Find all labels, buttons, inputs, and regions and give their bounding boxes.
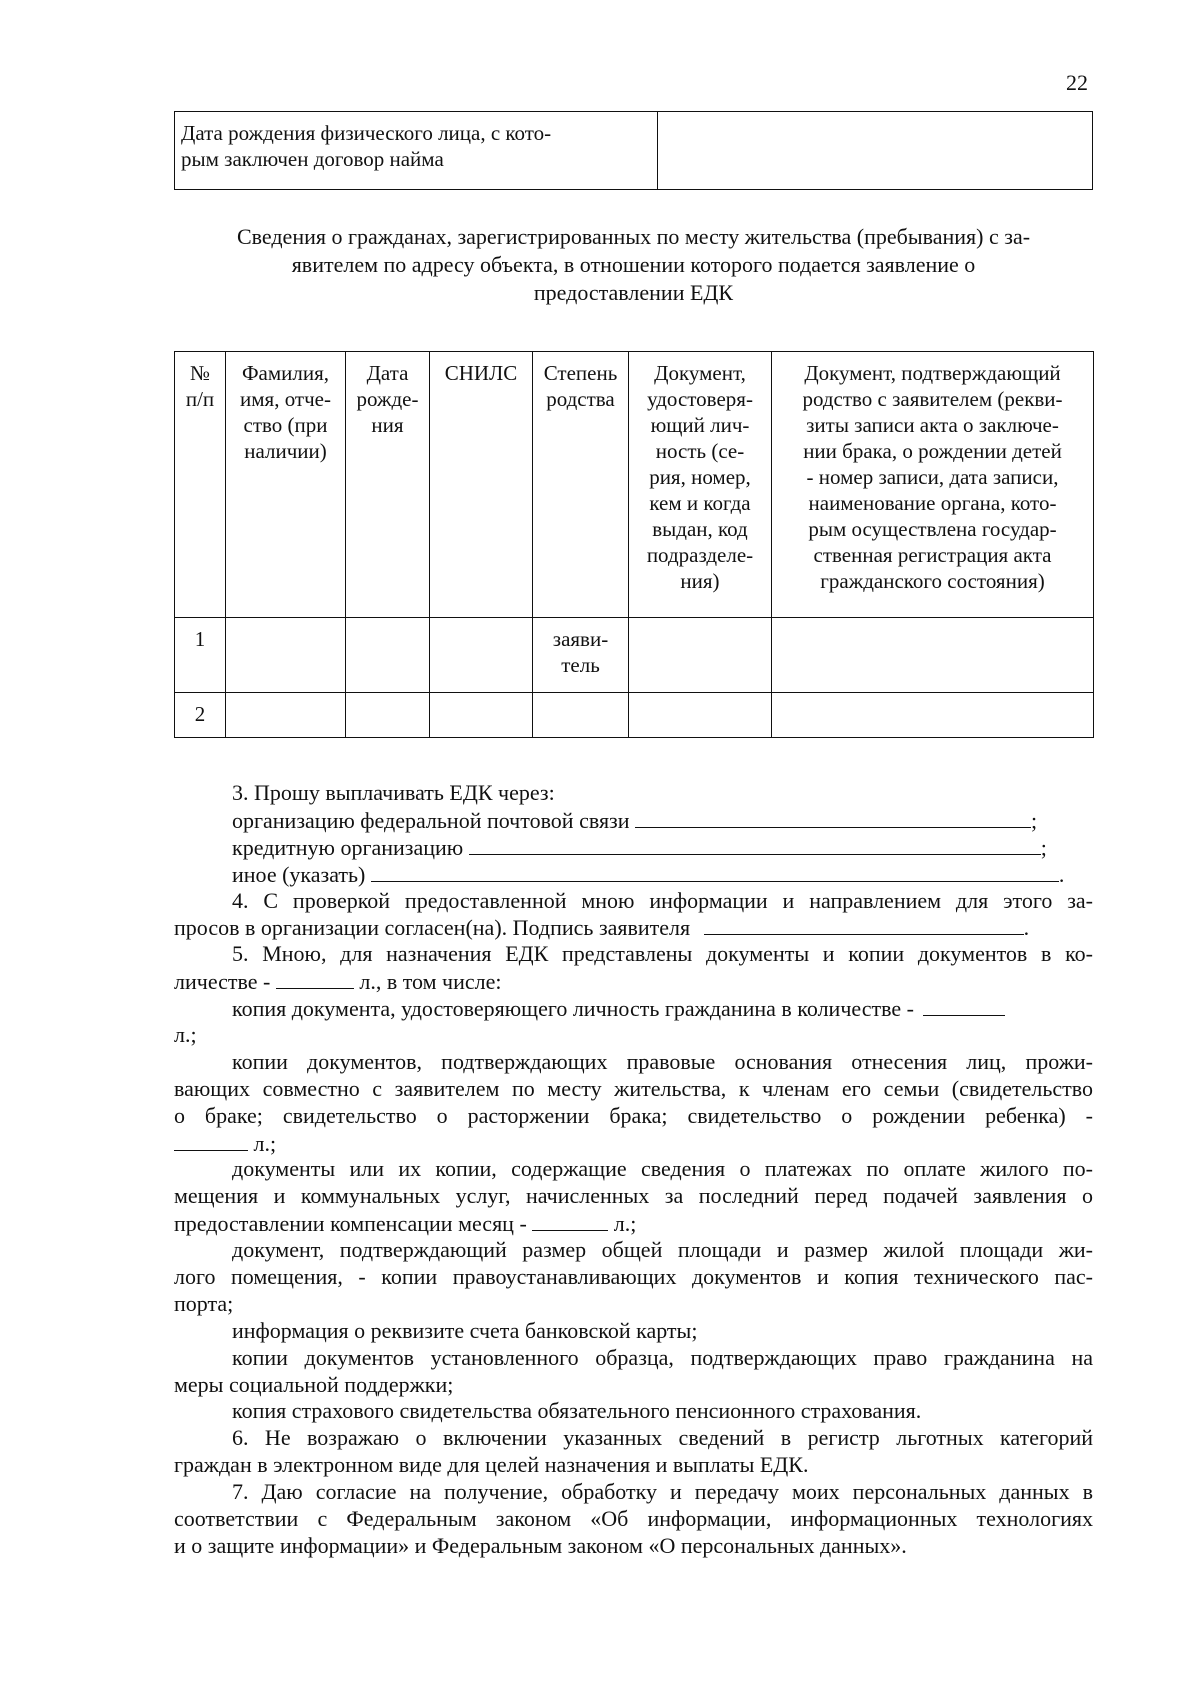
header-line: гражданского состояния) bbox=[820, 569, 1045, 593]
p3-other-option bbox=[174, 861, 1093, 888]
payments-line: мещения и коммунальных услуг, начисленных за последний перед подачей заявления о bbox=[174, 1183, 1093, 1209]
header-line: Дата bbox=[366, 361, 409, 385]
birthdate-table bbox=[174, 111, 1093, 190]
section-title bbox=[174, 223, 1093, 307]
section-title-line: явителем по адресу объекта, в отношении которого подается заявление о bbox=[291, 252, 976, 277]
section-title-line: предоставлении ЕДК bbox=[533, 280, 734, 305]
cell-kinship-document[interactable] bbox=[772, 618, 1094, 693]
cell-snils[interactable] bbox=[430, 618, 533, 693]
header-line: № bbox=[189, 361, 211, 385]
id-copy-blank[interactable] bbox=[923, 995, 1005, 1016]
header-line: ния bbox=[371, 413, 404, 437]
header-line: подразделе- bbox=[646, 543, 754, 567]
birthdate-label-cell bbox=[175, 112, 658, 190]
p3-intro: 3. Прошу выплачивать ЕДК через: bbox=[232, 780, 555, 805]
cell-relation[interactable] bbox=[533, 693, 629, 738]
payments-sheets-blank[interactable] bbox=[532, 1210, 608, 1231]
support-line: меры социальной поддержки; bbox=[174, 1371, 454, 1397]
p6-line: граждан в электронном виде для целей назначения и выплаты ЕДК. bbox=[174, 1452, 809, 1478]
p3-credit-label: кредитную организацию bbox=[232, 834, 464, 860]
header-line: наличии) bbox=[244, 439, 327, 463]
header-full-name bbox=[226, 352, 346, 618]
row-num: 2 bbox=[175, 693, 226, 738]
p5-label: личестве - bbox=[174, 969, 271, 995]
table-row bbox=[175, 618, 1094, 693]
p4-line: 4. С проверкой предоставленной мною информации и направлением для этого за- bbox=[232, 887, 1093, 913]
table-row bbox=[175, 693, 1094, 738]
cell-snils[interactable] bbox=[430, 693, 533, 738]
id-copy-line bbox=[174, 995, 1093, 1022]
p3-other-label: иное (указать) bbox=[232, 861, 366, 887]
header-line: ния) bbox=[680, 569, 720, 593]
table-header-row bbox=[175, 352, 1094, 618]
cell-birth-date[interactable] bbox=[346, 693, 430, 738]
credit-blank[interactable] bbox=[469, 834, 1041, 855]
family-sheets-end: л.; bbox=[253, 1130, 277, 1156]
registered-citizens-table bbox=[174, 351, 1094, 738]
birthdate-label-line: Дата рождения физического лица, с кото- bbox=[181, 121, 552, 145]
id-copy-end: л.; bbox=[174, 1022, 197, 1048]
pension-line: копия страхового свидетельства обязательного пенсионного страхования. bbox=[232, 1398, 922, 1424]
p7-line: 7. Даю согласие на получение, обработку и передачу моих персональных данных в bbox=[232, 1479, 1093, 1505]
p7-line: соответствии с Федеральным законом «Об информации, информационных технологиях bbox=[174, 1506, 1093, 1532]
cell-full-name[interactable] bbox=[226, 693, 346, 738]
header-line: ность (се- bbox=[655, 439, 745, 463]
family-line: копии документов, подтверждающих правовые основания отнесения лиц, прожи- bbox=[232, 1048, 1093, 1074]
other-blank[interactable] bbox=[371, 861, 1059, 882]
cell-id-document[interactable] bbox=[629, 618, 772, 693]
row-num: 1 bbox=[175, 618, 226, 693]
header-relation bbox=[533, 352, 629, 618]
cell-full-name[interactable] bbox=[226, 618, 346, 693]
area-line: порта; bbox=[174, 1290, 234, 1316]
p3-postal-option bbox=[174, 807, 1093, 834]
postal-blank[interactable] bbox=[635, 807, 1031, 828]
punct: ; bbox=[1040, 834, 1047, 860]
relation-line: заяви- bbox=[552, 627, 609, 651]
header-line: наименование органа, кото- bbox=[808, 491, 1057, 515]
header-line: Документ, bbox=[654, 361, 746, 385]
family-count bbox=[174, 1130, 1093, 1157]
header-line: Степень bbox=[543, 361, 618, 385]
header-line: зиты записи акта о заключе- bbox=[806, 413, 1059, 437]
birthdate-value-cell[interactable] bbox=[658, 112, 1093, 190]
p5-label-end: л., в том числе: bbox=[359, 969, 502, 995]
id-copy-label: копия документа, удостоверяющего личность гражданина в количестве - bbox=[232, 996, 914, 1022]
family-sheets-blank[interactable] bbox=[174, 1130, 248, 1151]
p4-signature bbox=[174, 914, 1093, 941]
header-birth-date bbox=[346, 352, 430, 618]
payments-label: предоставлении компенсации месяц - bbox=[174, 1211, 527, 1237]
punct: . bbox=[1023, 915, 1030, 941]
header-line: родство с заявителем (рекви- bbox=[802, 387, 1063, 411]
header-line: нии брака, о рождении детей bbox=[803, 439, 1062, 463]
header-id-document bbox=[629, 352, 772, 618]
header-line: имя, отче- bbox=[240, 387, 331, 411]
header-line: СНИЛС bbox=[444, 361, 518, 385]
area-line: лого помещения, - копии правоустанавливающих документов и копия технического пас- bbox=[174, 1264, 1093, 1290]
p6-line: 6. Не возражаю о включении указанных сведений в регистр льготных категорий bbox=[232, 1425, 1093, 1451]
header-line: выдан, код bbox=[652, 517, 748, 541]
header-kinship-document bbox=[772, 352, 1094, 618]
header-line: ющий лич- bbox=[650, 413, 750, 437]
header-line: ство (при bbox=[243, 413, 328, 437]
p5-count bbox=[174, 968, 1093, 995]
form-body bbox=[174, 780, 1093, 1560]
header-line: - номер записи, дата записи, bbox=[806, 465, 1059, 489]
p3-postal-label: организацию федеральной почтовой связи bbox=[232, 807, 630, 833]
header-snils bbox=[430, 352, 533, 618]
header-line: удостоверя- bbox=[647, 387, 753, 411]
punct: ; bbox=[1031, 807, 1038, 833]
support-line: копии документов установленного образца, подтверждающих право гражданина на bbox=[232, 1344, 1093, 1370]
header-num bbox=[175, 352, 226, 618]
family-line: вающих совместно с заявителем по месту жительства, к членам его семьи (свидетельство bbox=[174, 1075, 1093, 1101]
punct: . bbox=[1058, 861, 1065, 887]
header-line: рым осуществлена государ- bbox=[808, 517, 1057, 541]
cell-kinship-document[interactable] bbox=[772, 693, 1094, 738]
p5-line: 5. Мною, для назначения ЕДК представлены документы и копии документов в ко- bbox=[232, 941, 1093, 967]
header-line: кем и когда bbox=[649, 491, 751, 515]
area-line: документ, подтверждающий размер общей площади и размер жилой площади жи- bbox=[232, 1237, 1093, 1263]
header-line: п/п bbox=[185, 387, 215, 411]
payments-count bbox=[174, 1210, 1093, 1237]
cell-birth-date[interactable] bbox=[346, 618, 430, 693]
payments-sheets-end: л.; bbox=[613, 1211, 637, 1237]
p4-label: просов в организации согласен(на). Подпись заявителя bbox=[174, 915, 691, 941]
header-line: ственная регистрация акта bbox=[813, 543, 1052, 567]
cell-id-document[interactable] bbox=[629, 693, 772, 738]
signature-blank[interactable] bbox=[704, 914, 1024, 935]
header-line: рожде- bbox=[356, 387, 419, 411]
payments-line: документы или их копии, содержащие сведения о платежах по оплате жилого по- bbox=[232, 1156, 1093, 1182]
header-line: Документ, подтверждающий bbox=[804, 361, 1061, 385]
p7-line: и о защите информации» и Федеральным законом «О персональных данных». bbox=[174, 1532, 907, 1558]
birthdate-label-line: рым заключен договор найма bbox=[181, 147, 444, 171]
family-line: о браке; свидетельство о расторжении брака; свидетельство о рождении ребенка) - bbox=[174, 1102, 1093, 1128]
section-title-line: Сведения о гражданах, зарегистрированных по месту жительства (пребывания) с за- bbox=[236, 224, 1031, 249]
header-line: рия, номер, bbox=[649, 465, 751, 489]
bank-info-line: информация о реквизите счета банковской карты; bbox=[232, 1317, 698, 1343]
total-sheets-blank[interactable] bbox=[276, 968, 354, 989]
header-line: Фамилия, bbox=[241, 361, 330, 385]
relation-line: тель bbox=[561, 653, 600, 677]
header-line: родства bbox=[546, 387, 615, 411]
cell-relation bbox=[533, 618, 629, 693]
p3-credit-option bbox=[174, 834, 1093, 861]
page-number: 22 bbox=[1066, 70, 1088, 95]
